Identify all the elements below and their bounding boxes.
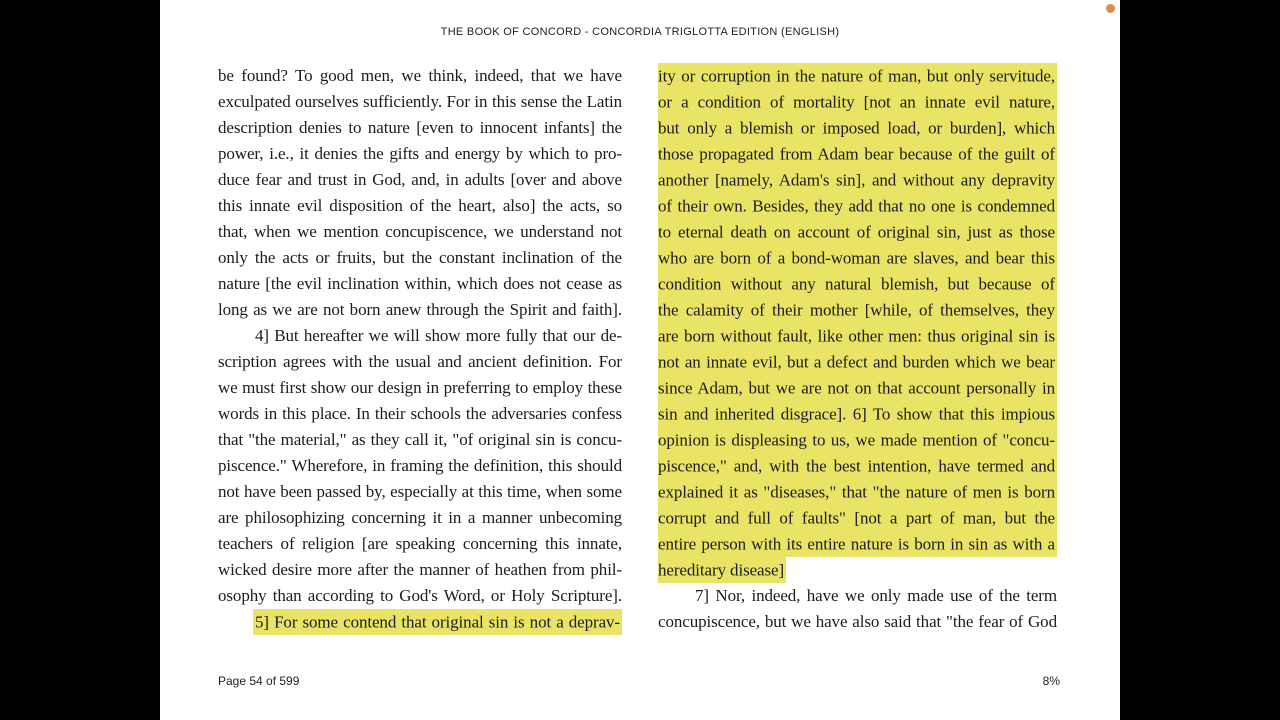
text-line [658, 375, 1057, 401]
text-line [658, 141, 1057, 167]
text-line-content: but only a blemish or imposed load, or burden], which [658, 115, 1057, 141]
text-line-content: entire person with its entire nature is born in sin as with a [658, 531, 1057, 557]
text-line [218, 141, 622, 167]
text-line [658, 89, 1057, 115]
text-line [658, 505, 1057, 531]
notification-dot-icon [1106, 4, 1115, 13]
text-line-content: teachers of religion [are speaking concerning this innate, [218, 534, 622, 553]
text-line [658, 453, 1057, 479]
text-line [658, 323, 1057, 349]
text-line [218, 453, 622, 479]
text-line-content: to eternal death on account of original sin, just as those [658, 219, 1057, 245]
text-line-content: sin and inherited disgrace]. 6] To show that this impious [658, 401, 1057, 427]
text-line [218, 219, 622, 245]
text-line [218, 531, 622, 557]
text-line-content: of their own. Besides, they add that no one is condemned [658, 193, 1057, 219]
text-line [658, 115, 1057, 141]
text-line [658, 583, 1057, 609]
text-line-content: ity or corruption in the nature of man, but only servitude, [658, 63, 1057, 89]
text-line [218, 427, 622, 453]
text-line [218, 583, 622, 609]
text-line-content: nature [the evil inclination within, which does not cease as [218, 274, 622, 293]
text-line-content: that "the material," as they call it, "of original sin is concu- [218, 430, 622, 449]
text-line-content: not have been passed by, especially at this time, when some [218, 482, 622, 501]
text-line-content: corrupt and full of faults" [not a part of man, but the [658, 505, 1057, 531]
text-line-content: description denies to nature [even to innocent infants] the [218, 118, 622, 137]
text-line-content: hereditary disease] [658, 557, 786, 583]
text-line [218, 479, 622, 505]
text-line-content: piscence," and, with the best intention, have termed and [658, 453, 1057, 479]
progress-percent: 8% [1042, 674, 1060, 688]
text-line [218, 63, 622, 89]
text-line-content: another [namely, Adam's sin], and without any depravity [658, 167, 1057, 193]
text-line [218, 323, 622, 349]
text-line [218, 375, 622, 401]
text-line [218, 193, 622, 219]
text-line-content: words in this place. In their schools the adversaries confess [218, 404, 622, 423]
text-line-content: only the acts or fruits, but the constant inclination of the [218, 248, 622, 267]
text-line [218, 271, 622, 297]
text-line-content: that, when we mention concupiscence, we understand not [218, 222, 622, 241]
text-line [658, 479, 1057, 505]
text-line [218, 557, 622, 583]
text-line [218, 297, 622, 323]
page-indicator: Page 54 of 599 [218, 674, 300, 688]
text-line-content: scription agrees with the usual and ancient definition. For [218, 352, 622, 371]
text-line [218, 349, 622, 375]
text-line-content: the calamity of their mother [while, of themselves, they [658, 297, 1057, 323]
text-line-content: be found? To good men, we think, indeed, that we have [218, 66, 622, 85]
text-line-content: opinion is displeasing to us, we made mention of "concu- [658, 427, 1057, 453]
text-column-left [218, 63, 622, 635]
text-line [658, 557, 1057, 583]
text-line [658, 609, 1057, 635]
text-line-content: since Adam, but we are not on that account personally in [658, 375, 1057, 401]
text-line [658, 271, 1057, 297]
text-line-content: 5] For some contend that original sin is not a deprav- [253, 609, 622, 635]
text-line [658, 193, 1057, 219]
text-line-content: 4] But hereafter we will show more fully that our de- [255, 326, 622, 345]
text-line [218, 115, 622, 141]
book-title: THE BOOK OF CONCORD - CONCORDIA TRIGLOTTA EDITION (ENGLISH) [440, 26, 840, 38]
text-line-content: this innate evil disposition of the heart, also] the acts, so [218, 196, 622, 215]
text-line-content: power, i.e., it denies the gifts and energy by which to pro- [218, 144, 622, 163]
text-line-content: we must first show our design in preferring to employ these [218, 378, 622, 397]
text-line-content: duce fear and trust in God, and, in adults [over and above [218, 170, 622, 189]
text-line-content: concupiscence, but we have also said that "the fear of God [658, 612, 1057, 631]
text-line [218, 609, 622, 635]
text-line [218, 505, 622, 531]
text-line [218, 401, 622, 427]
text-line [658, 63, 1057, 89]
text-line-content: osophy than according to God's Word, or Holy Scripture]. [218, 586, 622, 605]
text-column-right [658, 63, 1057, 635]
text-line [658, 427, 1057, 453]
text-line [658, 219, 1057, 245]
text-line [218, 245, 622, 271]
text-line-content: condition without any natural blemish, but because of [658, 271, 1057, 297]
text-line-content: are born without fault, like other men: thus original sin is [658, 323, 1057, 349]
text-line [218, 89, 622, 115]
text-line-content: piscence." Wherefore, in framing the definition, this should [218, 456, 622, 475]
text-line-content: are philosophizing concerning it in a manner unbecoming [218, 508, 622, 527]
text-line [658, 297, 1057, 323]
text-line [658, 245, 1057, 271]
text-line-content: exculpated ourselves sufficiently. For in this sense the Latin [218, 92, 622, 111]
text-line [218, 167, 622, 193]
text-line-content: explained it as "diseases," that "the nature of men is born [658, 479, 1057, 505]
text-line [658, 531, 1057, 557]
text-line-content: 7] Nor, indeed, have we only made use of the term [695, 586, 1057, 605]
text-line-content: not an innate evil, but a defect and burden which we bear [658, 349, 1057, 375]
text-line-content: long as we are not born anew through the Spirit and faith]. [218, 300, 622, 319]
text-line [658, 167, 1057, 193]
text-line-content: who are born of a bond-woman are slaves, and bear this [658, 245, 1057, 271]
text-line [658, 401, 1057, 427]
reader-page[interactable] [160, 0, 1120, 720]
text-line-content: or a condition of mortality [not an innate evil nature, [658, 89, 1057, 115]
text-line-content: wicked desire more after the manner of heathen from phil- [218, 560, 622, 579]
text-line [658, 349, 1057, 375]
text-line-content: those propagated from Adam bear because of the guilt of [658, 141, 1057, 167]
